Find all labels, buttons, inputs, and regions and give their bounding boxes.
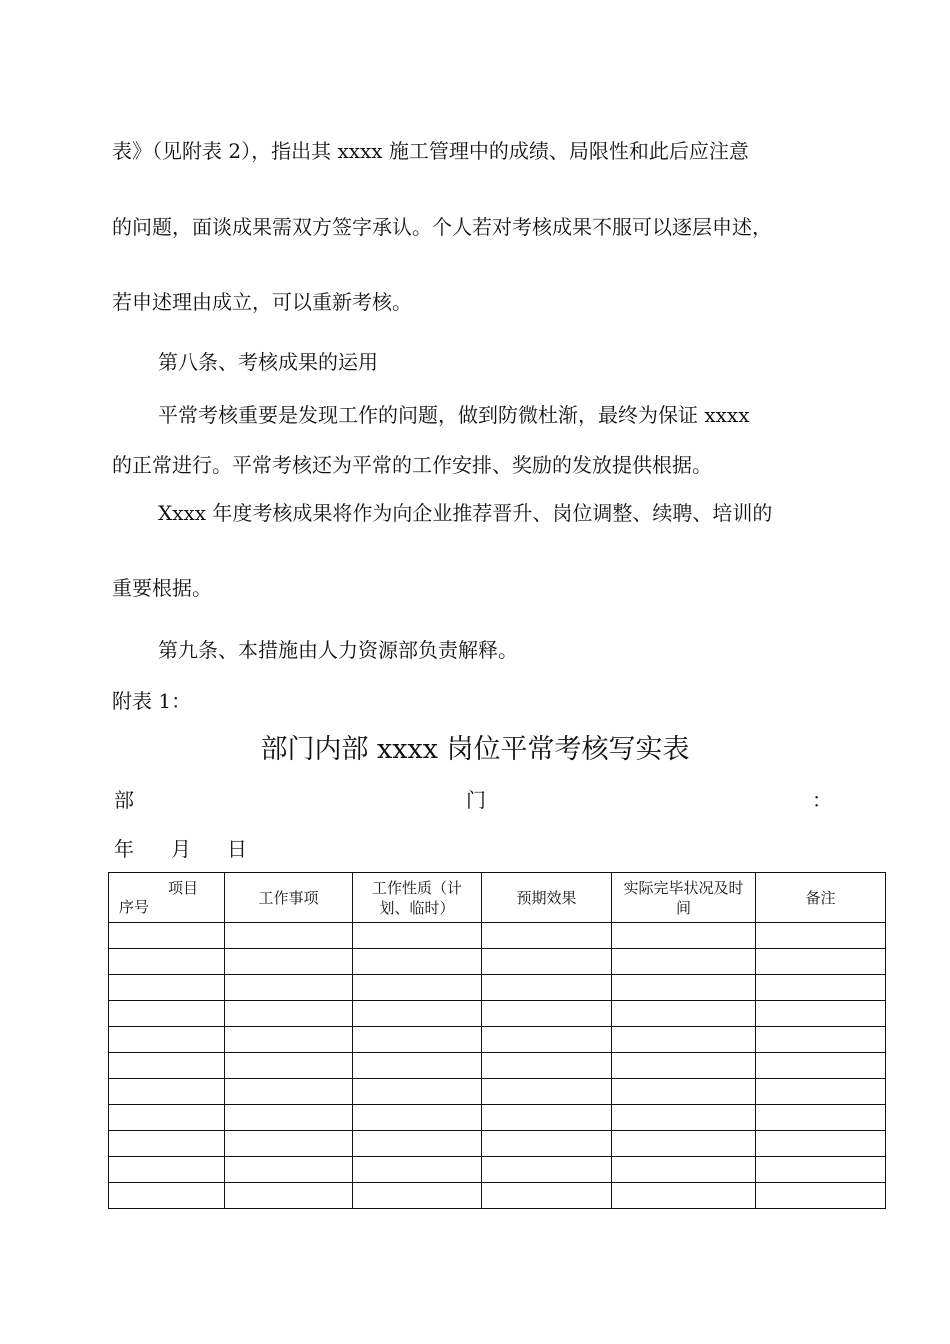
table-row: [109, 1001, 886, 1027]
table-row: [109, 975, 886, 1001]
table-cell: [225, 1131, 353, 1157]
table-cell: [353, 923, 482, 949]
table-cell: [225, 1001, 353, 1027]
header-actual: 实际完毕状况及时间: [612, 873, 756, 923]
table-row: [109, 1053, 886, 1079]
table-cell: [225, 1027, 353, 1053]
table-cell: [756, 1053, 886, 1079]
table-cell: [482, 949, 612, 975]
header-note: 备注: [756, 873, 886, 923]
paragraph-line-6: 的正常进行。平常考核还为平常的工作安排、奖励的发放提供根据。: [112, 453, 712, 477]
table-cell: [353, 949, 482, 975]
table-cell: [612, 1105, 756, 1131]
table-cell: [109, 1183, 225, 1209]
table-cell: [482, 1157, 612, 1183]
header-item-label: 项目: [167, 879, 198, 897]
table-cell: [225, 1079, 353, 1105]
table-cell: [756, 975, 886, 1001]
table-cell: [109, 975, 225, 1001]
table-cell: [612, 1131, 756, 1157]
table-cell: [353, 1027, 482, 1053]
table-cell: [225, 1157, 353, 1183]
paragraph-line-1: 表》（见附表 2），指出其 xxxx 施工管理中的成绩、局限性和此后应注意: [112, 139, 749, 163]
paragraph-line-2: 的问题，面谈成果需双方签字承认。个人若对考核成果不服可以逐层申述，: [112, 215, 772, 239]
table-cell: [109, 1079, 225, 1105]
department-label-char2: 门: [466, 788, 486, 812]
table-cell: [109, 1131, 225, 1157]
table-cell: [612, 949, 756, 975]
table-cell: [109, 1027, 225, 1053]
assessment-table: [108, 872, 886, 1209]
section-heading-9: 第九条、本措施由人力资源部负责解释。: [158, 638, 518, 662]
table-cell: [225, 949, 353, 975]
date-day-label: 日: [227, 837, 247, 861]
table-cell: [225, 1105, 353, 1131]
table-cell: [109, 923, 225, 949]
table-cell: [612, 1183, 756, 1209]
header-item-seq: [109, 873, 225, 923]
table-cell: [756, 923, 886, 949]
table-cell: [353, 1157, 482, 1183]
date-month-label: 月: [171, 837, 191, 861]
table-cell: [612, 1053, 756, 1079]
table-row: [109, 923, 886, 949]
table-cell: [756, 1131, 886, 1157]
table-row: [109, 1105, 886, 1131]
table-row: [109, 1183, 886, 1209]
table-cell: [612, 1001, 756, 1027]
table-cell: [612, 1079, 756, 1105]
date-year-label: 年: [114, 837, 134, 861]
table-cell: [225, 923, 353, 949]
table-cell: [482, 1053, 612, 1079]
table-cell: [482, 923, 612, 949]
paragraph-line-7: Xxxx 年度考核成果将作为向企业推荐晋升、岗位调整、续聘、培训的: [158, 501, 773, 525]
table-row: [109, 1131, 886, 1157]
table-cell: [353, 1079, 482, 1105]
section-heading-8: 第八条、考核成果的运用: [158, 350, 378, 374]
table-cell: [756, 1079, 886, 1105]
department-label-char1: 部: [114, 788, 134, 812]
header-nature: 工作性质（计划、临时）: [353, 873, 482, 923]
table-cell: [353, 975, 482, 1001]
table-row: [109, 1157, 886, 1183]
table-cell: [756, 1157, 886, 1183]
table-cell: [482, 1079, 612, 1105]
table-row: [109, 1079, 886, 1105]
table-cell: [482, 1183, 612, 1209]
table-cell: [225, 1053, 353, 1079]
table-cell: [756, 1105, 886, 1131]
header-matter: 工作事项: [225, 873, 353, 923]
table-cell: [482, 1105, 612, 1131]
paragraph-line-3: 若申述理由成立，可以重新考核。: [112, 290, 412, 314]
table-cell: [612, 923, 756, 949]
table-row: [109, 1027, 886, 1053]
table-cell: [225, 975, 353, 1001]
table-cell: [612, 1157, 756, 1183]
header-effect: 预期效果: [482, 873, 612, 923]
table-cell: [353, 1001, 482, 1027]
table-cell: [612, 1027, 756, 1053]
table-cell: [612, 975, 756, 1001]
table-cell: [482, 1027, 612, 1053]
paragraph-line-8: 重要根据。: [112, 576, 212, 600]
table-cell: [109, 949, 225, 975]
table-cell: [756, 1027, 886, 1053]
table-cell: [756, 1183, 886, 1209]
appendix-label: 附表 1：: [112, 689, 192, 713]
table-cell: [109, 1001, 225, 1027]
paragraph-line-5: 平常考核重要是发现工作的问题，做到防微杜渐，最终为保证 xxxx: [158, 403, 750, 427]
form-title: 部门内部 xxxx 岗位平常考核写实表: [260, 734, 690, 765]
table-cell: [109, 1105, 225, 1131]
table-row: [109, 949, 886, 975]
table-header-row: [109, 873, 886, 923]
table-cell: [756, 1001, 886, 1027]
table-cell: [482, 1131, 612, 1157]
table-cell: [353, 1131, 482, 1157]
table-cell: [353, 1053, 482, 1079]
table-cell: [353, 1105, 482, 1131]
table-cell: [756, 949, 886, 975]
header-seq-label: 序号: [119, 898, 150, 916]
department-colon: ：: [812, 788, 832, 812]
table-cell: [353, 1183, 482, 1209]
table-cell: [225, 1183, 353, 1209]
table-cell: [482, 1001, 612, 1027]
table-cell: [109, 1053, 225, 1079]
table-cell: [482, 975, 612, 1001]
table-cell: [109, 1157, 225, 1183]
